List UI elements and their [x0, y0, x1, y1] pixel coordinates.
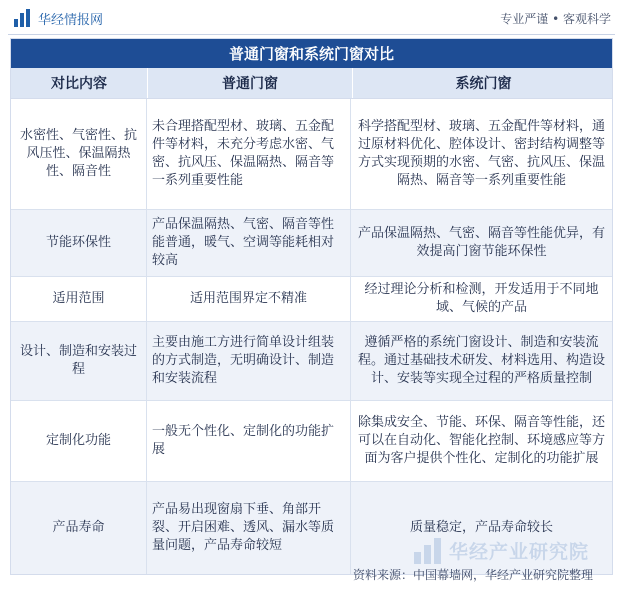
system-window-cell: 质量稳定，产品寿命较长: [409, 520, 553, 535]
system-window-cell: 科学搭配型材、玻璃、五金配件等材料，通过原材料优化、腔体设计、密封结构调整等方式实现预期的水密、气密、抗风压、保温隔热、隔音等一系列重要性能: [357, 119, 605, 188]
watermark-logo-icon: [414, 538, 441, 564]
page-header: [0, 0, 623, 36]
table-row: [11, 277, 612, 322]
table-row: [11, 401, 612, 482]
table-row: [11, 99, 612, 210]
normal-window-cell: 产品易出现窗扇下垂、角部开裂、开启困难、透风、漏水等质量问题，产品寿命较短: [147, 482, 351, 574]
row-item-label: 水密性、气密性、抗风压性、保温隔热性、隔音性: [11, 99, 147, 209]
system-window-cell: 产品保温隔热、气密、隔音等性能优异，有效提高门窗节能环保性: [357, 226, 605, 259]
table-row: [11, 210, 612, 277]
table-row: [11, 322, 612, 401]
watermark: [414, 537, 589, 564]
header-divider: [8, 34, 615, 35]
normal-window-cell: 产品保温隔热、气密、隔音等性能普通，暖气、空调等能耗相对较高: [147, 210, 351, 276]
brand-logo-icon: [14, 9, 32, 27]
column-header-system: 系统门窗: [455, 76, 512, 92]
watermark-text: 华经产业研究院: [449, 541, 590, 563]
table-header-row: [11, 68, 612, 99]
system-window-cell: 遵循严格的系统门窗设计、制造和安装流程。通过基础技术研发、材料选用、构造设计、安装等实现全过程的严格质量控制: [357, 335, 605, 386]
column-header-normal: 普通门窗: [148, 68, 353, 98]
row-item-label: 产品寿命: [11, 482, 147, 574]
row-item-label: 设计、制造和安装过程: [11, 322, 147, 400]
normal-window-cell: 主要由施工方进行简单设计组装的方式制造，无明确设计、制造和安装流程: [147, 322, 351, 400]
row-item-label: 定制化功能: [11, 401, 147, 481]
normal-window-cell: 适用范围界定不精准: [147, 277, 351, 321]
comparison-table: [10, 38, 613, 575]
source-note: 资料来源：中国幕墙网，华经产业研究院整理: [352, 568, 593, 582]
row-item-label: 节能环保性: [11, 210, 147, 276]
header-slogan: 专业严谨 • 客观科学: [500, 11, 611, 26]
row-item-label: 适用范围: [11, 277, 147, 321]
brand: [14, 9, 103, 28]
normal-window-cell: 一般无个性化、定制化的功能扩展: [147, 401, 351, 481]
table-title: 普通门窗和系统门窗对比: [11, 39, 612, 68]
normal-window-cell: 未合理搭配型材、玻璃、五金配件等材料，未充分考虑水密、气密、抗风压、保温隔热、隔音等一系列重要性能: [147, 99, 351, 209]
column-header-item: 对比内容: [11, 68, 148, 98]
system-window-cell: 除集成安全、节能、环保、隔音等性能，还可以在自动化、智能化控制、环境感应等方面为客户提供个性化、定制化的功能扩展: [357, 415, 605, 466]
brand-name: 华经情报网: [38, 12, 104, 28]
system-window-cell: 经过理论分析和检测，开发适用于不同地域、气候的产品: [364, 282, 599, 315]
